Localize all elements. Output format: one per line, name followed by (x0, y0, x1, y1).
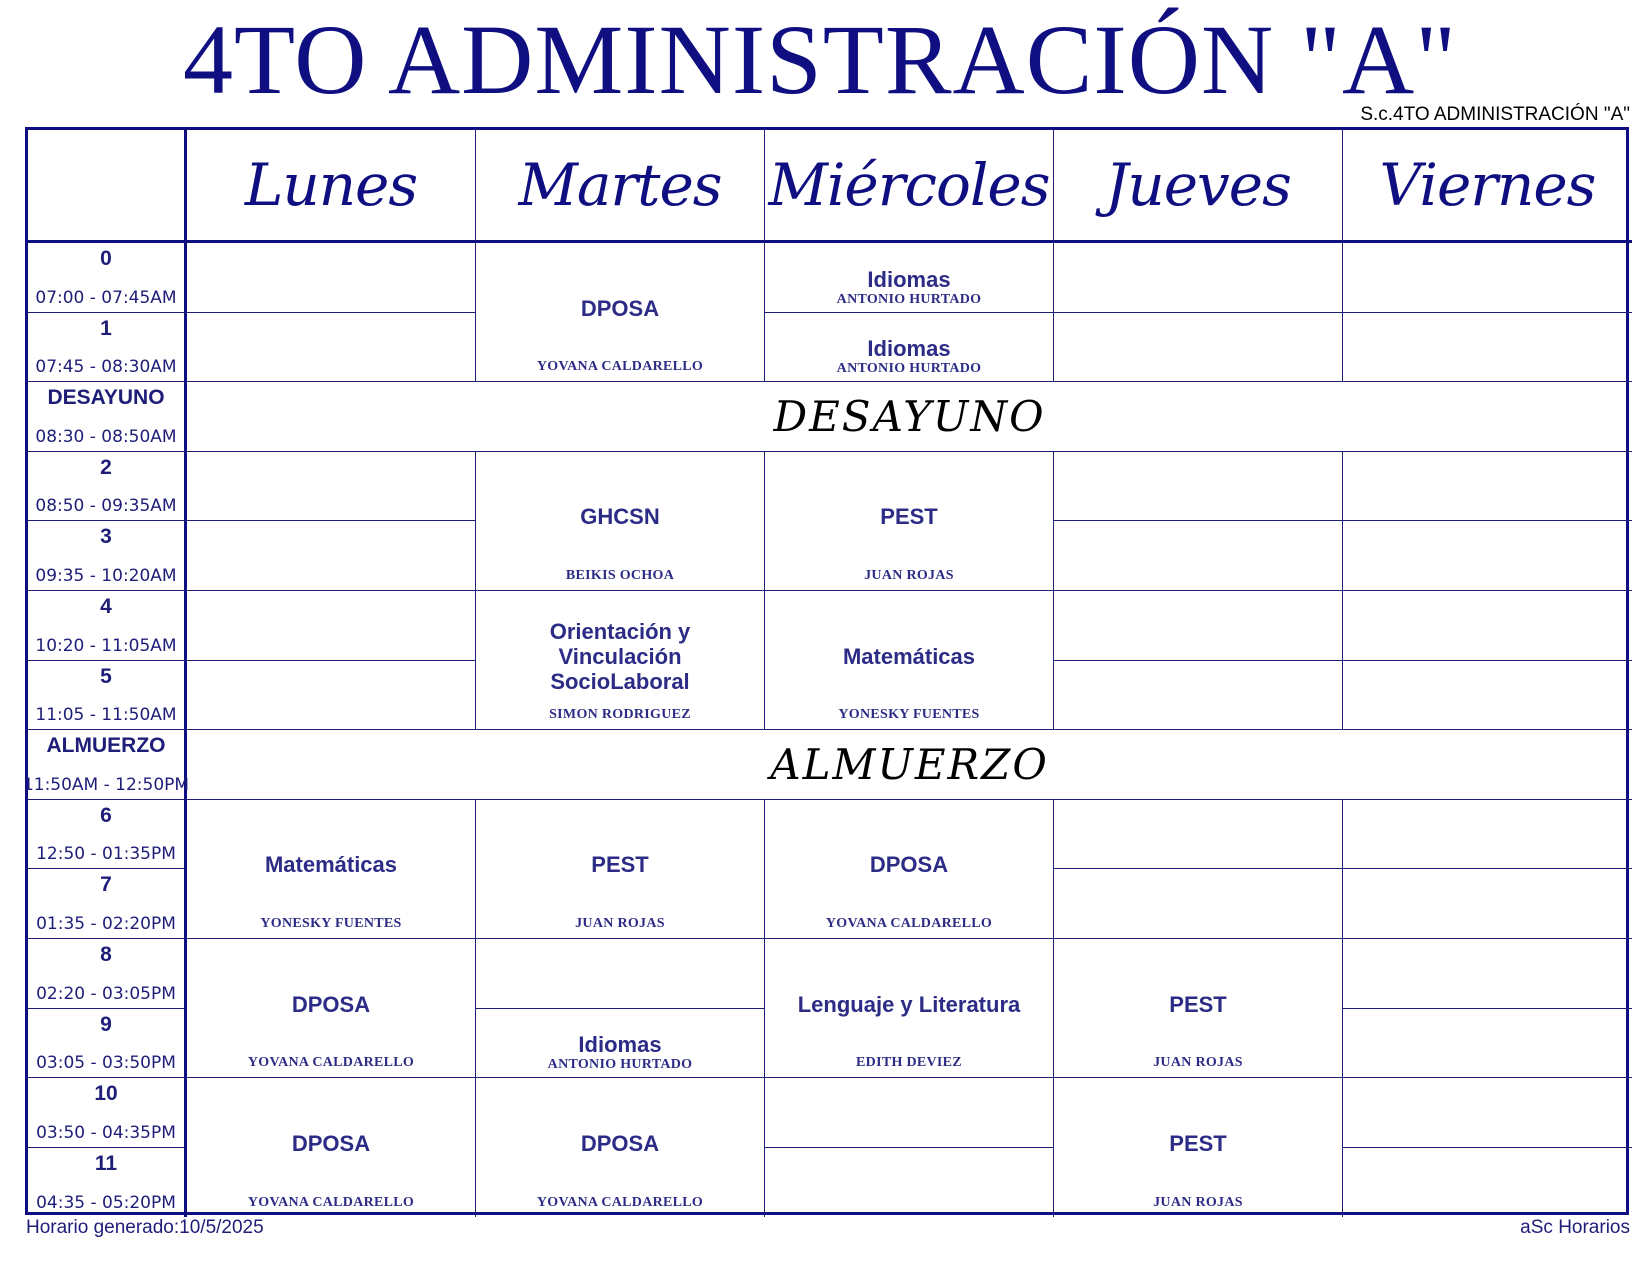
empty-slot (1343, 939, 1632, 1009)
period-time: 09:35 - 10:20AM (35, 565, 177, 586)
period-time: 02:20 - 03:05PM (36, 983, 176, 1004)
lesson-cell (765, 452, 1054, 591)
period-time: 11:50AM - 12:50PM (22, 774, 190, 795)
period-number: 10 (94, 1082, 118, 1106)
lesson-cell (187, 800, 476, 939)
period-cell (28, 1009, 187, 1079)
empty-slot (187, 661, 476, 731)
lesson-subject: PEST (880, 504, 938, 530)
empty-slot (187, 313, 476, 383)
empty-slot (1343, 869, 1632, 939)
period-number: 8 (100, 942, 112, 966)
lesson-subject: PEST (1169, 991, 1227, 1017)
period-cell (28, 591, 187, 661)
lesson-teacher: JUAN ROJAS (1153, 1195, 1243, 1211)
lesson-teacher: JUAN ROJAS (864, 567, 954, 583)
period-cell (28, 800, 187, 870)
timetable-grid (22, 127, 1629, 1215)
lesson-subject: Matemáticas (264, 852, 398, 878)
day-label: Jueves (1105, 151, 1291, 219)
period-time: 01:35 - 02:20PM (36, 913, 176, 934)
lesson-subject: Idiomas (867, 336, 951, 362)
lesson-cell (476, 452, 765, 591)
period-time: 04:35 - 05:20PM (36, 1193, 176, 1214)
lesson-subject: PEST (591, 852, 649, 878)
breakfast-break (187, 382, 1632, 452)
period-time: 07:45 - 08:30AM (35, 357, 177, 378)
lesson-cell (765, 591, 1054, 730)
period-cell (28, 243, 187, 313)
lesson-subject: Idiomas (867, 266, 951, 292)
empty-slot (1054, 452, 1343, 522)
corner-cell (28, 130, 187, 243)
empty-slot (476, 939, 765, 1009)
empty-slot (765, 1078, 1054, 1148)
empty-slot (1054, 591, 1343, 661)
empty-slot (1054, 869, 1343, 939)
period-number: 5 (100, 664, 112, 688)
day-label: Miércoles (768, 151, 1050, 219)
empty-slot (1343, 313, 1632, 383)
period-cell (28, 452, 187, 522)
generated-date: Horario generado:10/5/2025 (26, 1217, 264, 1238)
lesson-teacher: YOVANA CALDARELLO (825, 915, 993, 931)
period-number: 2 (100, 455, 112, 479)
lesson-cell (765, 800, 1054, 939)
empty-slot (1343, 452, 1632, 522)
period-cell (28, 1078, 187, 1148)
empty-slot (1343, 1148, 1632, 1218)
lesson-teacher: YONESKY FUENTES (838, 707, 980, 723)
lesson-teacher: YOVANA CALDARELLO (247, 1055, 415, 1071)
empty-slot (1054, 521, 1343, 591)
period-cell (28, 661, 187, 731)
lesson-teacher: YOVANA CALDARELLO (247, 1195, 415, 1211)
empty-slot (1343, 800, 1632, 870)
period-time: 12:50 - 01:35PM (36, 844, 176, 865)
lesson-subject: DPOSA (580, 295, 660, 321)
empty-slot (1054, 661, 1343, 731)
lesson-subject: DPOSA (291, 991, 371, 1017)
lesson-teacher: JUAN ROJAS (575, 915, 665, 931)
empty-slot (1343, 1009, 1632, 1079)
empty-slot (765, 1148, 1054, 1218)
period-cell (28, 521, 187, 591)
period-number: ALMUERZO (46, 734, 166, 758)
lesson-subject: DPOSA (869, 852, 949, 878)
lesson-teacher: EDITH DEVIEZ (856, 1055, 962, 1071)
period-number: 6 (100, 803, 112, 827)
period-time: 03:05 - 03:50PM (36, 1053, 176, 1074)
period-time: 08:30 - 08:50AM (35, 426, 177, 447)
period-number: 4 (100, 594, 112, 618)
day-header-jueves (1054, 130, 1343, 243)
empty-slot (1343, 1078, 1632, 1148)
period-time: 03:50 - 04:35PM (36, 1122, 176, 1143)
lesson-teacher: ANTONIO HURTADO (836, 291, 982, 307)
lesson-subject: Idiomas (578, 1032, 662, 1058)
period-time: 08:50 - 09:35AM (35, 496, 177, 517)
brand-label: aSc Horarios (1520, 1217, 1630, 1238)
lesson-cell (476, 591, 765, 730)
lesson-teacher: ANTONIO HURTADO (836, 361, 982, 377)
period-cell (28, 869, 187, 939)
lesson-teacher: YOVANA CALDARELLO (536, 1195, 704, 1211)
empty-slot (1343, 521, 1632, 591)
lesson-cell (476, 800, 765, 939)
empty-slot (187, 521, 476, 591)
lesson-teacher: SIMON RODRIGUEZ (549, 707, 691, 723)
period-cell (28, 939, 187, 1009)
lesson-teacher: BEIKIS OCHOA (565, 567, 675, 583)
empty-slot (1343, 591, 1632, 661)
break-label: DESAYUNO (773, 391, 1046, 441)
day-label: Martes (518, 151, 722, 219)
empty-slot (1054, 243, 1343, 313)
period-cell (28, 382, 187, 452)
class-subtitle: S.c.4TO ADMINISTRACIÓN "A" (1360, 104, 1630, 125)
period-cell (22, 730, 190, 800)
lesson-subject: GHCSN (580, 504, 660, 530)
break-label: ALMUERZO (770, 739, 1049, 789)
period-number: 7 (100, 873, 112, 897)
lesson-teacher: YONESKY FUENTES (260, 915, 402, 931)
lesson-cell (187, 939, 476, 1078)
lesson-teacher: JUAN ROJAS (1153, 1055, 1243, 1071)
empty-slot (1054, 313, 1343, 383)
lesson-cell (765, 939, 1054, 1078)
empty-slot (1343, 243, 1632, 313)
day-header-miercoles (765, 130, 1054, 243)
day-label: Lunes (244, 151, 418, 219)
lesson-subject: Orientación y Vinculación SocioLaboral (549, 618, 691, 694)
lunch-break (187, 730, 1632, 800)
lesson-subject: Matemáticas (842, 643, 976, 669)
lesson-cell (476, 243, 765, 382)
day-header-viernes (1343, 130, 1632, 243)
lesson-subject: DPOSA (291, 1131, 371, 1157)
empty-slot (187, 452, 476, 522)
lesson-cell (1054, 1078, 1343, 1217)
day-header-lunes (187, 130, 476, 243)
period-number: 9 (100, 1012, 112, 1036)
lesson-cell (765, 313, 1054, 383)
lesson-cell (1054, 939, 1343, 1078)
lesson-subject: PEST (1169, 1131, 1227, 1157)
period-time: 11:05 - 11:50AM (35, 705, 177, 726)
lesson-cell (476, 1078, 765, 1217)
empty-slot (1054, 800, 1343, 870)
page-title: 4TO ADMINISTRACIÓN "A" (182, 4, 1458, 115)
day-label: Viernes (1379, 151, 1596, 219)
period-cell (28, 313, 187, 383)
lesson-cell (187, 1078, 476, 1217)
lesson-teacher: YOVANA CALDARELLO (536, 359, 704, 375)
period-time: 10:20 - 11:05AM (35, 635, 177, 656)
period-number: 1 (100, 316, 112, 340)
lesson-cell (476, 1009, 765, 1079)
day-header-martes (476, 130, 765, 243)
lesson-teacher: ANTONIO HURTADO (547, 1057, 693, 1073)
lesson-cell (765, 243, 1054, 313)
lesson-subject: Lenguaje y Literatura (797, 991, 1021, 1017)
period-number: 11 (94, 1151, 118, 1175)
empty-slot (187, 243, 476, 313)
period-number: 0 (100, 247, 112, 270)
empty-slot (1343, 661, 1632, 731)
lesson-subject: DPOSA (580, 1131, 660, 1157)
period-cell (28, 1148, 187, 1218)
period-time: 07:00 - 07:45AM (35, 287, 177, 308)
period-number: DESAYUNO (47, 386, 165, 410)
period-number: 3 (100, 525, 112, 549)
empty-slot (187, 591, 476, 661)
